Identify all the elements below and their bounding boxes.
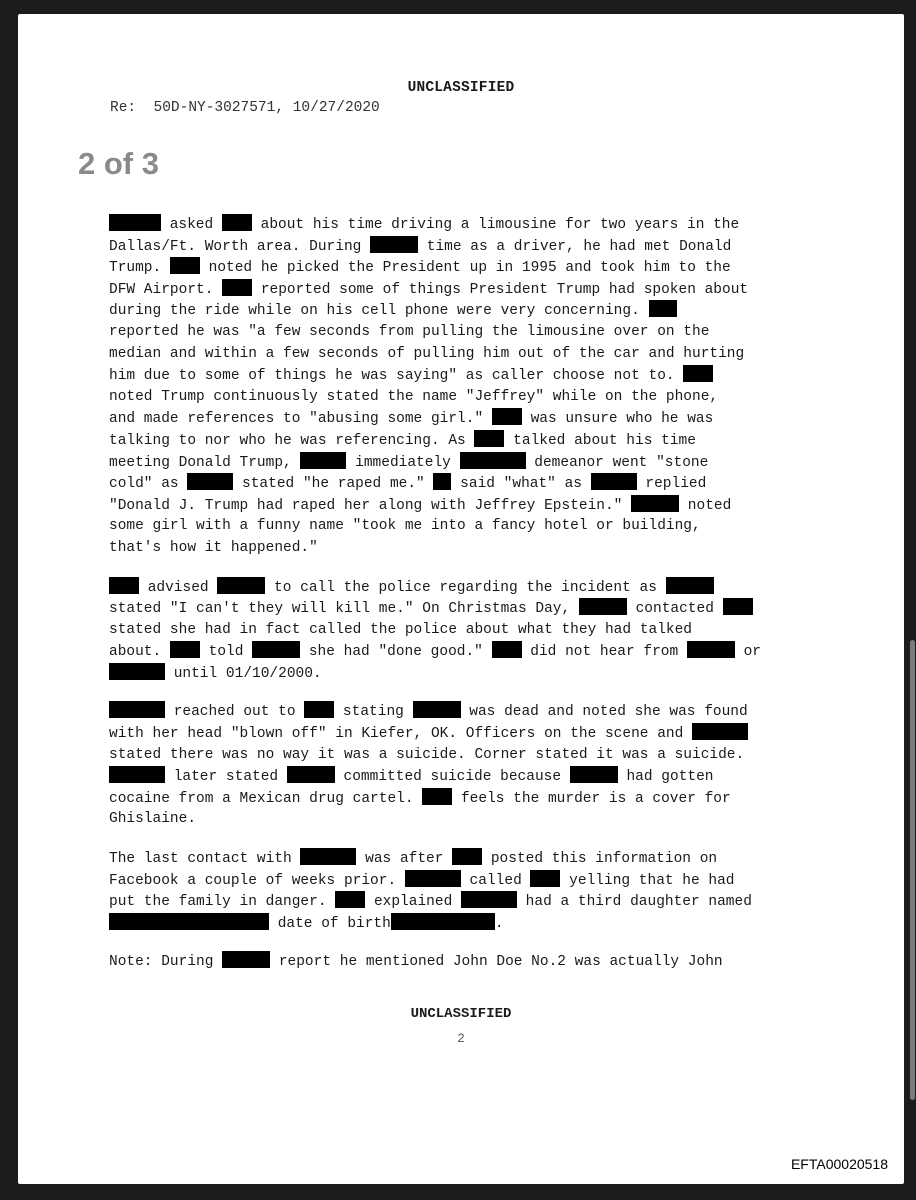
redaction-box [461, 891, 517, 908]
text-segment: had gotten [617, 769, 714, 786]
text-segment: or [734, 644, 762, 661]
redaction-box [591, 473, 637, 490]
text-segment: with her head "blown off" in Kiefer, OK. Officers on the scene and [109, 726, 692, 743]
text-segment: Note: During [109, 954, 223, 971]
text-segment: Ghislaine. [109, 811, 197, 828]
text-segment: talked about his time [504, 432, 696, 449]
text-line [109, 913, 819, 935]
text-segment: called [460, 872, 531, 889]
text-segment: explained [365, 894, 461, 911]
text-segment: meeting Donald Trump, [109, 454, 301, 471]
text-segment: did not hear from [521, 644, 687, 661]
redaction-box [252, 641, 300, 658]
text-line [109, 598, 819, 620]
text-segment: some girl with a funny name "took me into a fancy hotel or building, [109, 518, 701, 535]
text-segment: about. [109, 644, 170, 661]
redaction-box [109, 701, 165, 718]
redaction-box [492, 408, 522, 425]
text-segment: said "what" as [451, 476, 591, 493]
text-line [109, 300, 819, 322]
redaction-box [370, 236, 418, 253]
text-segment: feels the murder is a cover for [452, 790, 731, 807]
text-segment: noted [679, 497, 732, 514]
redaction-box [304, 701, 334, 718]
text-line [109, 848, 819, 870]
text-segment: was after [356, 851, 453, 868]
text-segment: committed suicide because [334, 769, 570, 786]
text-line [109, 236, 819, 258]
redaction-box [335, 891, 365, 908]
text-line [109, 809, 819, 831]
redaction-box [287, 766, 335, 783]
text-segment: until 01/10/2000. [165, 665, 322, 682]
redaction-box [109, 766, 165, 783]
redaction-box [217, 577, 265, 594]
text-segment: reported some of things President Trump had spoken about [252, 281, 749, 298]
page-counter: 2 of 3 [78, 146, 159, 181]
text-line [109, 214, 819, 236]
scrollbar[interactable] [910, 640, 915, 1100]
text-segment: contacted [626, 601, 723, 618]
text-line [109, 430, 819, 452]
text-segment: put the family in danger. [109, 894, 336, 911]
text-segment: she had "done good." [300, 644, 492, 661]
text-segment: immediately [346, 454, 460, 471]
text-segment: him due to some of things he was saying" as caller choose not to. [109, 368, 684, 385]
redaction-box [492, 641, 522, 658]
page-number: 2 [457, 1032, 465, 1046]
redaction-box [683, 365, 713, 382]
classification-header: UNCLASSIFIED [407, 80, 515, 96]
text-segment: noted he picked the President up in 1995 and took him to the [199, 260, 731, 277]
text-segment: . [494, 915, 504, 932]
redaction-box [649, 300, 677, 317]
text-segment: posted this information on [482, 851, 718, 868]
text-segment: yelling that he had [560, 872, 735, 889]
redaction-box [666, 577, 714, 594]
redaction-box [109, 913, 269, 930]
text-segment: that's how it happened." [109, 539, 318, 556]
text-line [109, 701, 819, 723]
text-line [109, 495, 819, 517]
text-line [109, 641, 819, 663]
text-line [109, 620, 819, 642]
text-segment: and made references to "abusing some girl." [109, 411, 492, 428]
redaction-box [187, 473, 233, 490]
text-segment: later stated [165, 769, 287, 786]
text-line [109, 473, 819, 495]
redaction-box [692, 723, 748, 740]
text-segment: was unsure who he was [521, 411, 714, 428]
redaction-box [570, 766, 618, 783]
text-line [109, 322, 819, 344]
redaction-box [109, 577, 139, 594]
redaction-box [222, 214, 252, 231]
redaction-box [422, 788, 452, 805]
text-segment: Dallas/Ft. Worth area. During [109, 238, 371, 255]
redaction-box [460, 452, 526, 469]
classification-footer: UNCLASSIFIED [410, 1006, 512, 1022]
redaction-box [170, 257, 200, 274]
document-page [18, 14, 904, 1184]
text-line [109, 870, 819, 892]
text-segment: to call the police regarding the incident as [265, 579, 666, 596]
text-segment: demeanor went "stone [525, 454, 709, 471]
text-segment: Facebook a couple of weeks prior. [109, 872, 405, 889]
redaction-box [413, 701, 461, 718]
text-segment: stated "I can't they will kill me." On Christmas Day, [109, 601, 579, 618]
text-line [109, 344, 819, 366]
text-line [109, 365, 819, 387]
text-line [109, 788, 819, 810]
text-line [109, 663, 819, 685]
text-line [109, 452, 819, 474]
text-line [109, 766, 819, 788]
text-segment: reported he was "a few seconds from pulling the limousine over on the [109, 323, 710, 340]
text-segment: DFW Airport. [109, 281, 223, 298]
text-segment: median and within a few seconds of pulling him out of the car and hurting [109, 345, 745, 362]
text-segment: told [199, 644, 253, 661]
paragraph [109, 577, 819, 685]
redaction-box [405, 870, 461, 887]
paragraph [109, 701, 819, 831]
redaction-box [109, 663, 165, 680]
text-line [109, 387, 819, 409]
redaction-box [452, 848, 482, 865]
text-line [109, 279, 819, 301]
redaction-box [723, 598, 753, 615]
redaction-box [300, 848, 356, 865]
redaction-box [579, 598, 627, 615]
text-segment: about his time driving a limousine for two years in the [251, 217, 740, 233]
redaction-box [631, 495, 679, 512]
text-segment: "Donald J. Trump had raped her along with Jeffrey Epstein." [109, 497, 632, 514]
text-segment: cocaine from a Mexican drug cartel. [109, 790, 423, 807]
text-line [109, 745, 819, 767]
redaction-box [433, 473, 451, 490]
document-body [109, 214, 819, 990]
text-segment: report he mentioned John Doe No.2 was actually John [270, 954, 723, 971]
text-segment: date of birth [269, 915, 391, 932]
paragraph [109, 951, 819, 973]
text-line [109, 723, 819, 745]
text-segment: stated she had in fact called the police about what they had talked [109, 621, 692, 638]
text-line [109, 891, 819, 913]
redaction-box [530, 870, 560, 887]
reference-line: Re: 50D-NY-3027571, 10/27/2020 [110, 100, 380, 116]
text-segment: advised [139, 579, 218, 596]
text-line [109, 408, 819, 430]
redaction-box [109, 214, 161, 231]
text-line [109, 538, 819, 560]
text-segment: replied [636, 476, 707, 493]
paragraph [109, 214, 819, 560]
redaction-box [687, 641, 735, 658]
redaction-box [474, 430, 504, 447]
redaction-box [222, 279, 252, 296]
text-segment: had a third daughter named [516, 894, 752, 911]
text-segment: stating [334, 704, 413, 721]
redaction-box [222, 951, 270, 968]
bates-number: EFTA00020518 [790, 1156, 888, 1172]
text-segment: asked [161, 217, 222, 233]
text-segment: talking to nor who he was referencing. As [109, 432, 475, 449]
text-segment: Trump. [109, 260, 170, 277]
text-segment: was dead and noted she was found [460, 704, 748, 721]
text-line [109, 577, 819, 599]
text-segment: noted Trump continuously stated the name "Jeffrey" while on the phone, [109, 388, 719, 405]
redaction-box [170, 641, 200, 658]
text-segment: cold" as [109, 476, 188, 493]
text-segment: time as a driver, he had met Donald [418, 238, 732, 255]
text-line [109, 951, 819, 973]
redaction-box [300, 452, 346, 469]
text-line [109, 516, 819, 538]
text-segment: during the ride while on his cell phone were very concerning. [109, 303, 649, 320]
text-segment: stated "he raped me." [233, 476, 434, 493]
paragraph [109, 848, 819, 934]
redaction-box [391, 913, 495, 930]
text-segment: stated there was no way it was a suicide. Corner stated it was a suicide. [109, 746, 745, 763]
text-segment: reached out to [165, 704, 305, 721]
text-segment: The last contact with [109, 851, 301, 868]
text-line [109, 257, 819, 279]
